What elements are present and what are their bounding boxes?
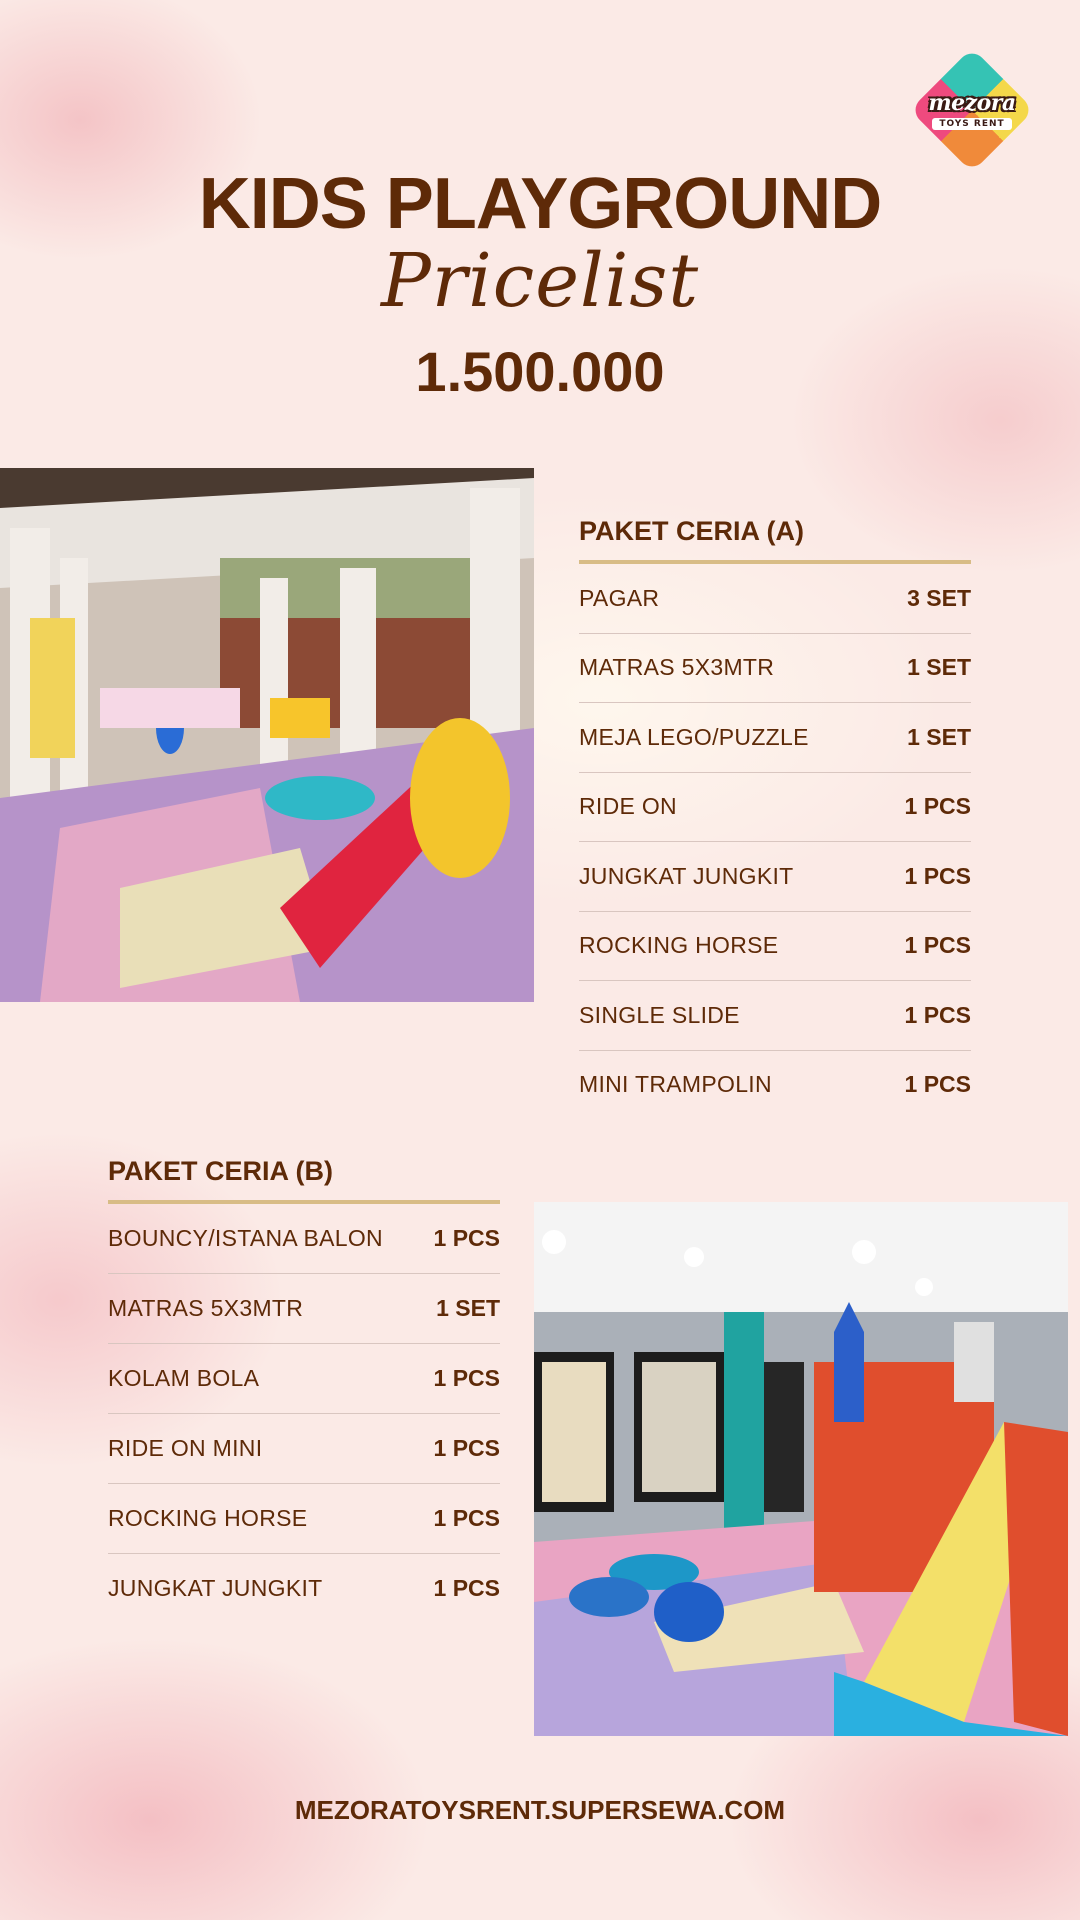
- item-name: MATRAS 5X3MTR: [579, 654, 775, 681]
- item-name: RIDE ON: [579, 793, 677, 820]
- item-qty: 1 PCS: [904, 932, 971, 959]
- logo-subtext: TOYS RENT: [932, 118, 1012, 130]
- item-name: SINGLE SLIDE: [579, 1001, 740, 1028]
- item-name: KOLAM BOLA: [108, 1365, 260, 1391]
- package-row: [108, 1344, 500, 1414]
- page-subtitle: Pricelist: [380, 238, 700, 324]
- item-name: PAGAR: [579, 584, 660, 611]
- item-qty: 1 PCS: [433, 1365, 500, 1391]
- item-qty: 1 SET: [907, 654, 971, 681]
- package-row: [579, 981, 971, 1051]
- package-b: [108, 1150, 500, 1623]
- package-row: [108, 1204, 500, 1274]
- item-name: JUNGKAT JUNGKIT: [579, 862, 794, 889]
- item-name: ROCKING HORSE: [108, 1505, 308, 1531]
- package-row: [579, 634, 971, 704]
- playground-photo-indoor: [534, 1202, 1068, 1736]
- package-row: [579, 912, 971, 982]
- package-b-title: PAKET CERIA (B): [108, 1150, 500, 1204]
- package-a: [579, 510, 971, 1119]
- item-name: MATRAS 5X3MTR: [108, 1295, 304, 1321]
- item-qty: 1 PCS: [904, 1071, 971, 1098]
- item-name: MEJA LEGO/PUZZLE: [579, 723, 809, 750]
- package-row: [579, 1051, 971, 1120]
- item-qty: 1 PCS: [433, 1435, 500, 1461]
- price: 1.500.000: [415, 340, 665, 403]
- item-qty: 3 SET: [907, 584, 971, 611]
- item-name: JUNGKAT JUNGKIT: [108, 1575, 323, 1601]
- brand-logo: [910, 48, 1034, 172]
- item-qty: 1 PCS: [904, 793, 971, 820]
- page-title: KIDS PLAYGROUND: [198, 164, 882, 244]
- package-row: [579, 773, 971, 843]
- item-qty: 1 PCS: [433, 1575, 500, 1601]
- item-qty: 1 PCS: [433, 1225, 500, 1251]
- item-name: MINI TRAMPOLIN: [579, 1071, 772, 1098]
- package-row: [108, 1484, 500, 1554]
- item-qty: 1 SET: [907, 723, 971, 750]
- item-qty: 1 PCS: [433, 1505, 500, 1531]
- footer-website: MEZORATOYSRENT.SUPERSEWA.COM: [294, 1795, 786, 1825]
- item-name: BOUNCY/ISTANA BALON: [108, 1225, 383, 1251]
- item-qty: 1 SET: [436, 1295, 500, 1321]
- logo-text: mezora: [928, 90, 1016, 116]
- package-row: [579, 703, 971, 773]
- package-row: [579, 842, 971, 912]
- package-row: [108, 1414, 500, 1484]
- package-row: [108, 1554, 500, 1623]
- item-name: ROCKING HORSE: [579, 932, 779, 959]
- package-a-title: PAKET CERIA (A): [579, 510, 971, 564]
- item-name: RIDE ON MINI: [108, 1435, 263, 1461]
- package-row: [579, 564, 971, 634]
- package-row: [108, 1274, 500, 1344]
- playground-photo-outdoor: [0, 468, 534, 1002]
- item-qty: 1 PCS: [904, 1001, 971, 1028]
- item-qty: 1 PCS: [904, 862, 971, 889]
